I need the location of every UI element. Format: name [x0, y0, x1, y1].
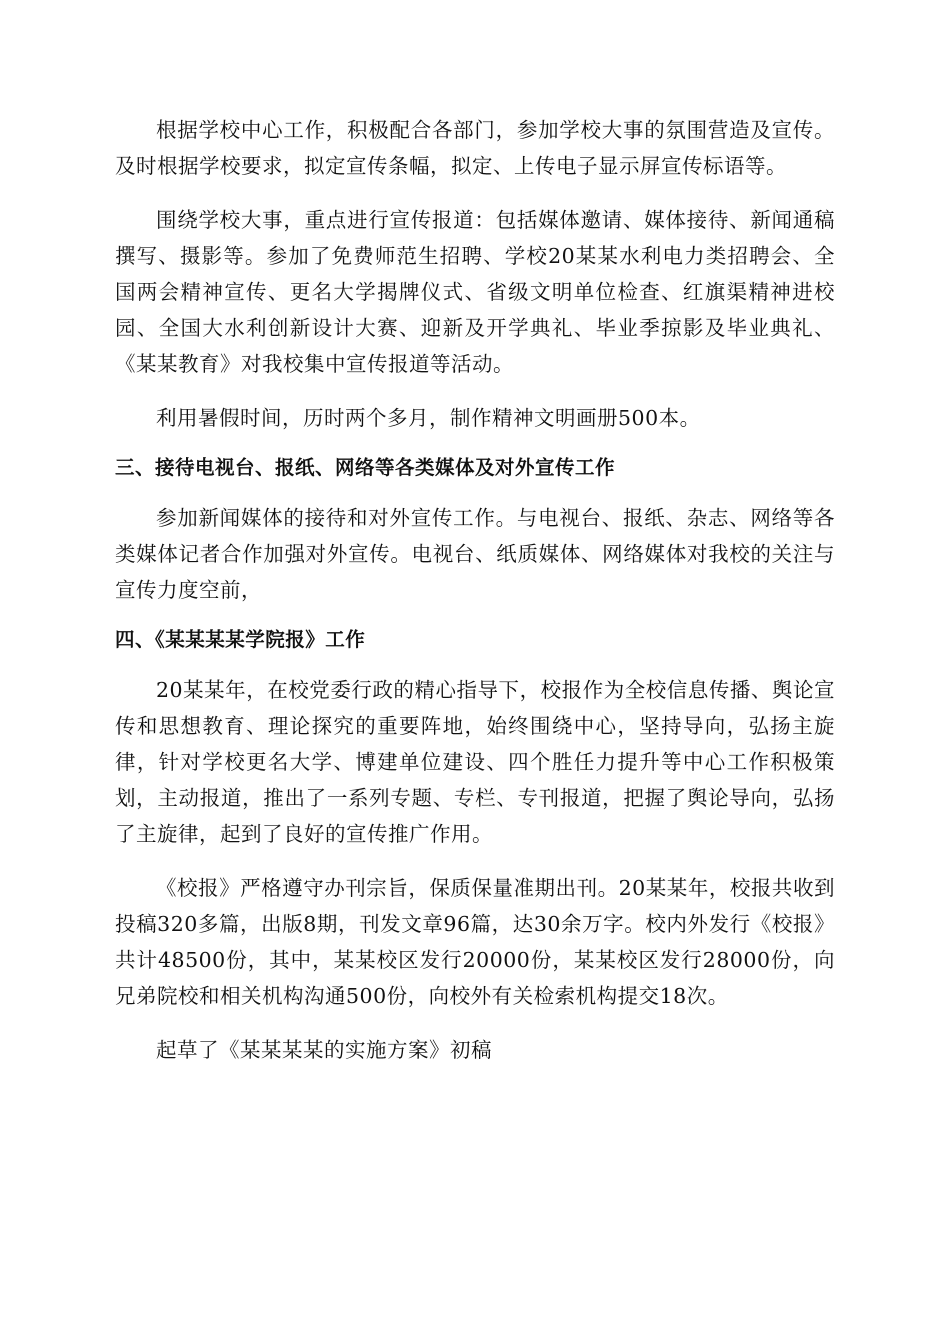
paragraph-media-reception: 参加新闻媒体的接待和对外宣传工作。与电视台、报纸、杂志、网络等各类媒体记者合作加强对外宣传。电视台、纸质媒体、网络媒体对我校的关注与宣传力度空前， [115, 506, 835, 602]
paragraph-newspaper-statistics: 《校报》严格遵守办刊宗旨，保质保量准期出刊。20某某年，校报共收到投稿320多篇，出版8期，刊发文章96篇，达30余万字。校内外发行《校报》共计48500份，其中，某某校区发行20000份，某某校区发行28000份，向兄弟院校和相关机构沟通500份，向校外有关检索机构提交18次。 [115, 876, 835, 1008]
paragraph-draft-plan: 起草了《某某某某的实施方案》初稿 [156, 1038, 492, 1062]
paragraph-publicity-reports: 围绕学校大事，重点进行宣传报道：包括媒体邀请、媒体接待、新闻通稿撰写、摄影等。参加了免费师范生招聘、学校20某某水利电力类招聘会、全国两会精神宣传、更名大学揭牌仪式、省级文明单位检查、红旗渠精神进校园、全国大水利创新设计大赛、迎新及开学典礼、毕业季掠影及毕业典礼、《某某教育》对我校集中宣传报道等活动。 [115, 208, 835, 376]
section-heading-school-newspaper: 四、《某某某某学院报》工作 [115, 628, 366, 651]
paragraph-campus-events: 根据学校中心工作，积极配合各部门，参加学校大事的氛围营造及宣传。及时根据学校要求，拟定宣传条幅，拟定、上传电子显示屏宣传标语等。 [115, 118, 835, 178]
section-heading-media: 三、接待电视台、报纸、网络等各类媒体及对外宣传工作 [115, 456, 616, 479]
document-page [115, 112, 835, 1068]
paragraph-newspaper-guidance: 20某某年，在校党委行政的精心指导下，校报作为全校信息传播、舆论宣传和思想教育、理论探究的重要阵地，始终围绕中心，坚持导向，弘扬主旋律，针对学校更名大学、博建单位建设、四个胜任力提升等中心工作积极策划，主动报道，推出了一系列专题、专栏、专刊报道，把握了舆论导向，弘扬了主旋律，起到了良好的宣传推广作用。 [115, 678, 835, 846]
paragraph-album: 利用暑假时间，历时两个多月，制作精神文明画册500本。 [156, 406, 701, 430]
